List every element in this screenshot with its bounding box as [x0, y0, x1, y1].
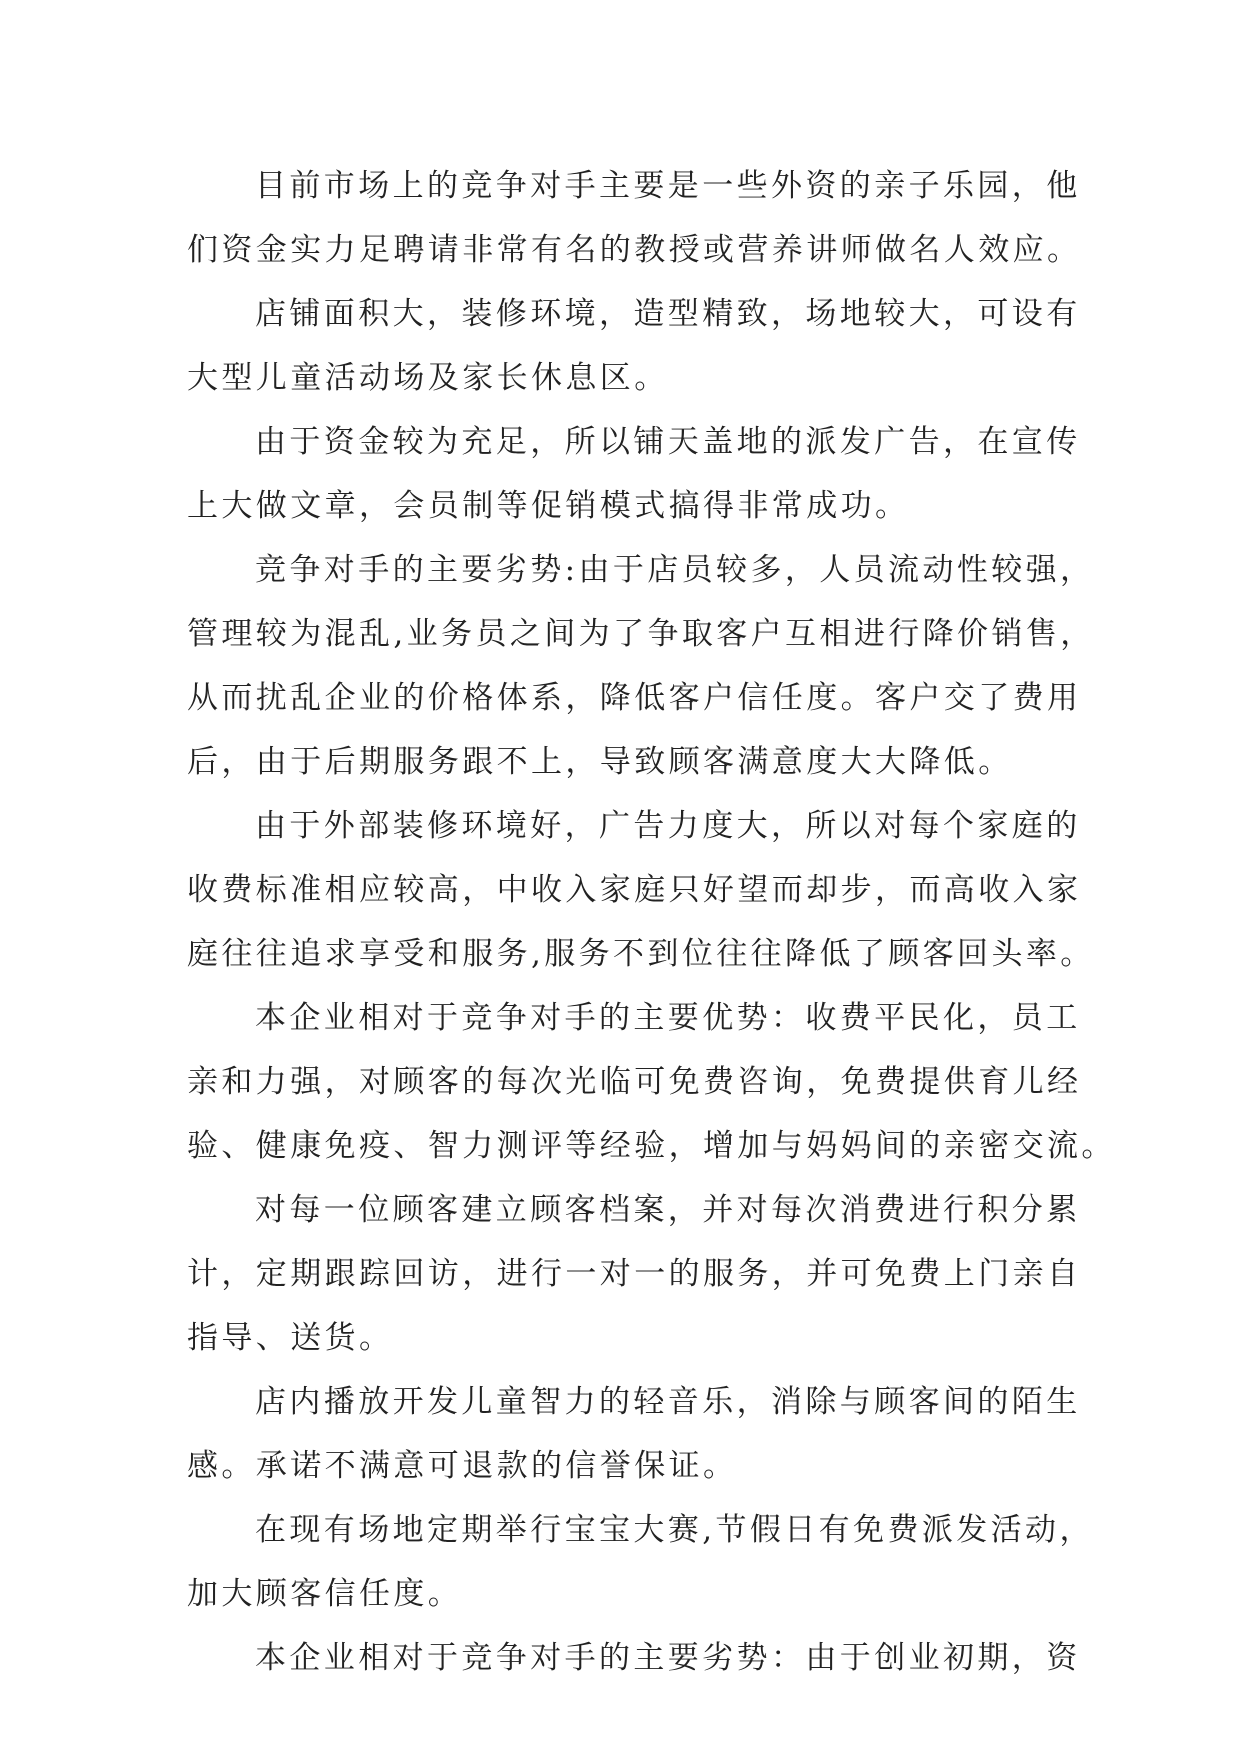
text-line: 对每一位顾客建立顾客档案，并对每次消费进行积分累	[255, 1192, 1081, 1228]
text-line: 在现有场地定期举行宝宝大赛,节假日有免费派发活动，	[255, 1512, 1094, 1548]
paragraph	[187, 1178, 1082, 1370]
text-line: 感。承诺不满意可退款的信誉保证。	[187, 1448, 738, 1484]
paragraph	[187, 410, 1081, 538]
text-line: 本企业相对于竞争对手的主要优势：收费平民化，员工	[255, 1000, 1081, 1036]
text-line: 目前市场上的竞争对手主要是一些外资的亲子乐园，他	[255, 168, 1081, 204]
text-line: 庭往往追求享受和服务,服务不到位往往降低了顾客回头率。	[187, 936, 1095, 972]
text-line: 管理较为混乱,业务员之间为了争取客户互相进行降价销售，	[187, 616, 1095, 652]
paragraph	[187, 154, 1082, 282]
paragraph	[187, 794, 1095, 986]
text-line: 加大顾客信任度。	[187, 1576, 463, 1612]
text-line: 店内播放开发儿童智力的轻音乐，消除与顾客间的陌生	[255, 1384, 1081, 1420]
text-line: 店铺面积大，装修环境，造型精致，场地较大，可设有	[255, 296, 1081, 332]
paragraph	[187, 538, 1095, 794]
paragraph	[187, 1626, 1081, 1690]
paragraph	[187, 282, 1081, 410]
text-line: 亲和力强，对顾客的每次光临可免费咨询，免费提供育儿经	[187, 1064, 1082, 1100]
paragraph	[187, 1370, 1081, 1498]
text-line: 指导、送货。	[187, 1320, 394, 1356]
paragraph	[187, 1498, 1094, 1626]
text-line: 竞争对手的主要劣势:由于店员较多，人员流动性较强，	[255, 552, 1095, 588]
text-line: 们资金实力足聘请非常有名的教授或营养讲师做名人效应。	[187, 232, 1082, 268]
text-line: 验、健康免疫、智力测评等经验，增加与妈妈间的亲密交流。	[187, 1128, 1116, 1164]
text-line: 由于外部装修环境好，广告力度大，所以对每个家庭的	[255, 808, 1081, 844]
text-line: 收费标准相应较高，中收入家庭只好望而却步，而高收入家	[187, 872, 1082, 908]
text-line: 从而扰乱企业的价格体系，降低客户信任度。客户交了费用	[187, 680, 1082, 716]
text-line: 大型儿童活动场及家长休息区。	[187, 360, 669, 396]
text-line: 由于资金较为充足，所以铺天盖地的派发广告，在宣传	[255, 424, 1081, 460]
paragraph	[187, 986, 1116, 1178]
document-body	[187, 154, 1116, 1690]
text-line: 后，由于后期服务跟不上，导致顾客满意度大大降低。	[187, 744, 1013, 780]
text-line: 计，定期跟踪回访，进行一对一的服务，并可免费上门亲自	[187, 1256, 1082, 1292]
text-line: 上大做文章，会员制等促销模式搞得非常成功。	[187, 488, 910, 524]
text-line: 本企业相对于竞争对手的主要劣势：由于创业初期，资	[255, 1640, 1081, 1676]
